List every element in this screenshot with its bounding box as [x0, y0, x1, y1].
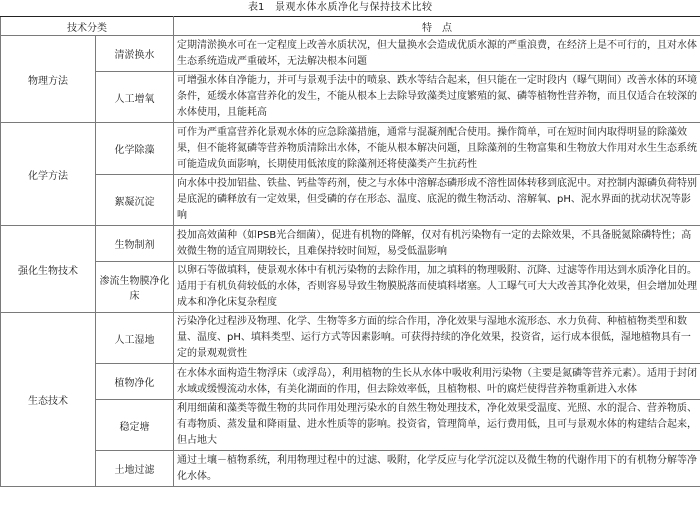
table-row: [1, 36, 700, 72]
table-row: [1, 123, 700, 175]
feature-cell: 利用细菌和藻类等微生物的共同作用处理污染水的自然生物处理技术，净化效果受温度、光照、水的混合、营养物质、有毒物质、蒸发量和降雨量、进水性质等的影响。投资省，管理简单，运行费用低，且可与景观水体的构建结合起来，但占地大: [174, 400, 700, 451]
feature-cell: 以卵石等做填料，使景观水体中有机污染物的去除作用，加之填料的物理吸附、沉降、过滤等作用达到水质净化目的。适用于有机负荷较低的水体，否则容易导致生物膜脱落而使填料堵塞。人工曝气可大大改善其净化效果，但会增加处理成本和净化床复杂程度: [174, 262, 700, 313]
subcategory-cell: 生物制剂: [96, 226, 174, 262]
subcategory-cell: 絮凝沉淀: [96, 175, 174, 226]
table-number: 表1: [248, 2, 265, 13]
category-cell: 生态技术: [1, 313, 96, 487]
table-row: [1, 313, 700, 364]
subcategory-cell: 土地过滤: [96, 451, 174, 487]
table-row: [1, 262, 700, 313]
subcategory-cell: 化学除藻: [96, 123, 174, 175]
table-row: [1, 364, 700, 400]
subcategory-cell: 渗流生物膜净化床: [96, 262, 174, 313]
category-cell: 强化生物技术: [1, 226, 96, 313]
feature-cell: 向水体中投加铝盐、铁盐、钙盐等药剂，使之与水体中溶解态磷形成不溶性固体转移到底泥中。对控制内源磷负荷特别是底泥的磷释放有一定效果，但受磷的存在形态、温度、底泥的微生物活动、溶解氧、pH、泥水界面的扰动状况等影响: [174, 175, 700, 226]
subcategory-cell: 人工增氧: [96, 72, 174, 123]
feature-cell: 通过土壤－植物系统，利用物理过程中的过滤、吸附，化学反应与化学沉淀以及微生物的代谢作用下的有机物分解等净化水体。: [174, 451, 700, 487]
header-row: [1, 17, 700, 36]
comparison-table: [0, 16, 700, 487]
feature-cell: 可作为严重富营养化景观水体的应急除藻措施，通常与混凝剂配合使用。操作简单，可在短时间内取得明显的除藻效果，但不能将氮磷等营养物质清除出水体，不能从根本解决问题，且除藻剂的生物富集和生物放大作用对水生生态系统可能造成负面影响，长期使用低浓度的除藻剂还将使藻类产生抗药性: [174, 123, 700, 175]
feature-cell: 定期清淤换水可在一定程度上改善水质状况，但大量换水会造成优质水源的严重浪费，在经济上是不可行的，且对水体生态系统造成严重破坏，无法解决根本问题: [174, 36, 700, 72]
feature-cell: 污染净化过程涉及物理、化学、生物等多方面的综合作用，净化效果与湿地水流形态、水力负荷、种植植物类型和数量、温度、pH、填料类型、运行方式等因素影响。可获得持续的净化效果，投资省，运行成本很低，湿地植物具有一定的景观观赏性: [174, 313, 700, 364]
table-row: [1, 72, 700, 123]
feature-cell: 可增强水体自净能力，并可与景观手法中的喷泉、跌水等结合起来，但只能在一定时段内（曝气期间）改善水体的环境条件，延缓水体富营养化的发生，不能从根本上去除导致藻类过度繁殖的氮、磷等植物性营养物，而且仅适合在较深的水体使用，且能耗高: [174, 72, 700, 123]
header-feature: 特 点: [174, 17, 700, 36]
table-row: [1, 400, 700, 451]
subcategory-cell: 稳定塘: [96, 400, 174, 451]
category-cell: 化学方法: [1, 123, 96, 226]
table-title: 景观水体水质净化与保持技术比较: [275, 2, 433, 13]
feature-cell: 在水体水面构造生物浮床（或浮岛），利用植物的生长从水体中吸收利用污染物（主要是氮磷等营养元素）。适用于封闭水域或缓慢流动水体，有美化湖面的作用，但去除效率低，且植物根、叶的腐烂使得营养物重新进入水体: [174, 364, 700, 400]
subcategory-cell: 植物净化: [96, 364, 174, 400]
category-cell: 物理方法: [1, 36, 96, 123]
table-caption: [0, 0, 700, 16]
subcategory-cell: 清淤换水: [96, 36, 174, 72]
header-category: 技术分类: [1, 17, 174, 36]
table-row: [1, 451, 700, 487]
table-row: [1, 175, 700, 226]
feature-cell: 投加高效菌种（如PSB光合细菌），促进有机物的降解，仅对有机污染物有一定的去除效果，不具备脱氮除磷特性；高效微生物的适宜周期较长，且难保持较时间短，易受低温影响: [174, 226, 700, 262]
table-row: [1, 226, 700, 262]
subcategory-cell: 人工湿地: [96, 313, 174, 364]
